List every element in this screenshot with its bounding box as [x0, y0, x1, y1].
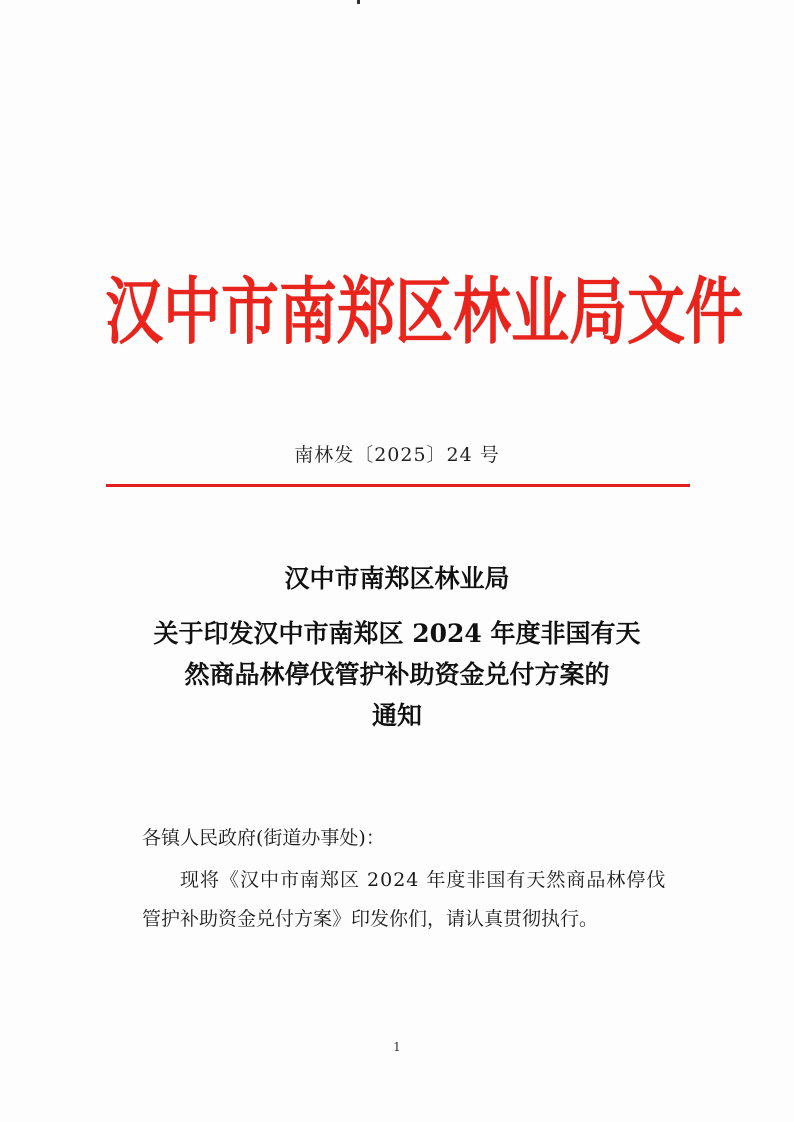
notice-title-line-3: 然商品林停伐管护补助资金兑付方案的	[184, 660, 610, 689]
notice-title-line-1: 汉中市南郑区林业局	[284, 564, 510, 593]
body-paragraph-line-2: 管护补助资金兑付方案》印发你们，请认真贯彻执行。	[142, 908, 599, 930]
red-divider-line	[106, 484, 690, 487]
issuing-authority-header: 汉中市南郑区林业局文件	[105, 269, 744, 355]
document-number: 南林发〔2025〕24 号	[294, 444, 500, 466]
notice-title-line-4: 通知	[371, 701, 422, 730]
salutation: 各镇人民政府(街道办事处)：	[142, 827, 385, 849]
scan-mark	[357, 0, 360, 4]
body-paragraph-line-1: 现将《汉中市南郑区 2024 年度非国有天然商品林停伐	[180, 869, 667, 891]
notice-title-line-2: 关于印发汉中市南郑区 2024 年度非国有天	[153, 619, 641, 648]
page-number: 1	[393, 1040, 401, 1054]
